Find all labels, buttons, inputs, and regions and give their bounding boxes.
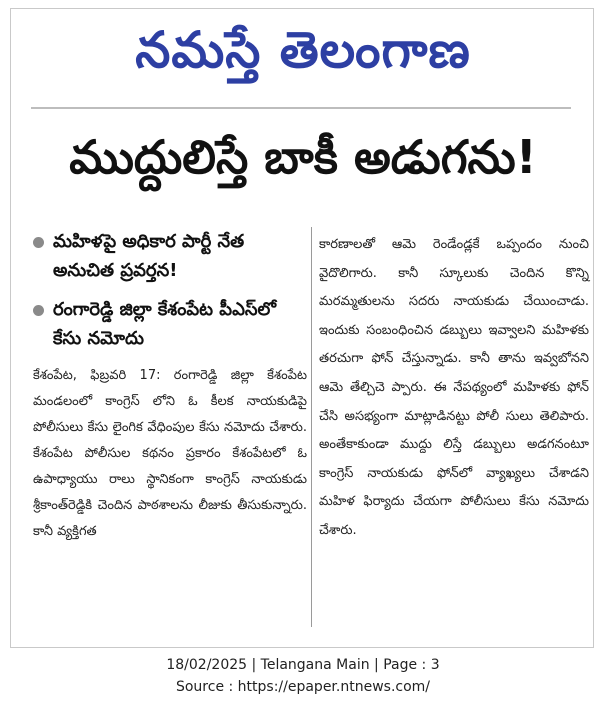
footer-date-line: 18/02/2025 | Telangana Main | Page : 3 [166,657,440,673]
bullet-text: రంగారెడ్డి జిల్లా కేశంపేట పీఎస్‌లో కేసు నమోదు [53,299,277,349]
bullet-dot-icon [33,237,44,248]
column-divider [311,227,312,627]
headline-text: ముద్దులిస్తే బాకీ అడుగను! [69,130,537,184]
bullet-point [33,227,307,285]
left-column [33,227,307,545]
masthead-divider [31,107,571,109]
right-column [319,231,589,546]
masthead [11,15,595,97]
bullet-point [33,295,307,353]
article-body-left: కేశంపేట, ఫిబ్రవరి 17: రంగారెడ్డి జిల్లా కేశంపేట మండలంలో కాంగ్రెస్ లోని ఓ కీలక నాయకుడిపై పోలీసులు కేసు లైంగిక వేధింపుల కేసు నమోదు చేశారు. కేశంపేట పోలీసుల కథనం ప్రకారం కేశంపేటలో ఓ ఉపాధ్యాయు రాలు స్థానికంగా కాంగ్రెస్ నాయకుడు శ్రీకాంత్‌రెడ్డికి చెందిన పాఠశాలను లీజుకు తీసుకున్నారు. కానీ వ్యక్తిగత [33,368,307,539]
masthead-title: నమస్తే తెలంగాణ [135,20,471,79]
article-body-right: కారణాలతో ఆమె రెండేండ్లకే ఒప్పందం నుంచి వైదొలిగారు. కానీ స్కూలుకు చెందిన కొన్ని మరమ్మతులను సదరు నాయకుడు చేయించాడు. ఇందుకు సంబంధించిన డబ్బులు ఇవ్వాలని మహిళకు తరచుగా ఫోన్ చేస్తున్నాడు. కానీ తాను ఇవ్వబోనని ఆమె తేల్చిచె ప్పారు. ఈ నేపథ్యంలో మహిళకు ఫోన్ చేసి అసభ్యంగా మాట్లాడినట్టు పోలీ సులు తెలిపారు. అంతేకాకుండా ముద్దు లిస్తే డబ్బులు అడగనంటూ కాంగ్రెస్ నాయకుడు ఫోన్‌లో వ్యాఖ్యలు చేశాడని మహిళ ఫిర్యాదు చేయగా పోలీసులు కేసు నమోదు చేశారు. [319,237,589,538]
bullet-text: మహిళపై అధికార పార్టీ నేత అనుచిత ప్రవర్తన! [53,231,245,281]
clipping-frame [10,8,594,648]
bullet-dot-icon [33,305,44,316]
article-headline [11,117,595,209]
source-footer [0,654,606,698]
footer-source-line: Source : https://epaper.ntnews.com/ [175,679,431,695]
